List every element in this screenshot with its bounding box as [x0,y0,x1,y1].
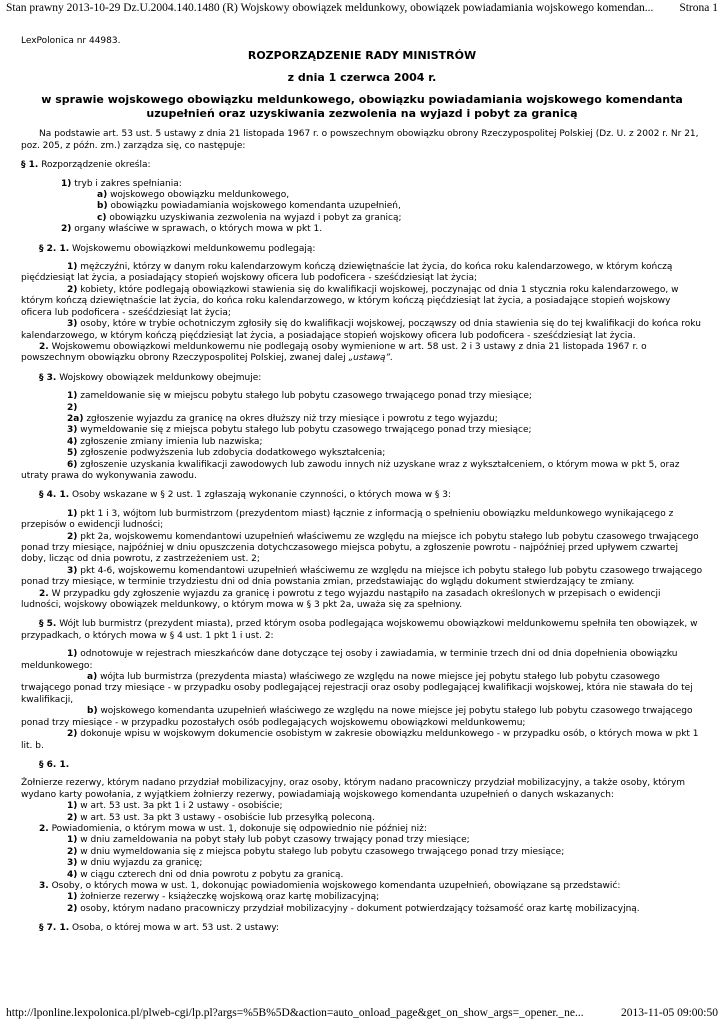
section-1 [21,160,703,171]
print-header [6,2,718,16]
paragraph-text: Powiadomienia, o którym mowa w ust. 1, dokonuje się odpowiednio nie później niż: [51,823,427,834]
point-text: zgłoszenie uzyskania kwalifikacji zawodowych lub zawodu innych niż uzyskane wraz z wykształceniem, o którym mowa w pkt 5, oraz utraty prawa do wykonywania zawodu. [21,459,680,481]
point-text: pkt 4-6, wojskowemu komendantowi uzupełnień właściwemu ze względu na miejsce ich pobytu stałego lub pobytu czasowego trwającego ponad trzy miesiące, w terminie trzydziestu dni od dnia powstania zmian, przedstawiając do wglądu dokument stwierdzający te zmiany. [21,565,703,588]
point-number: 1) [67,508,78,519]
doc-date: z dnia 1 czerwca 2004 r. [287,71,437,85]
point-text: mężczyźni, którzy w danym roku kalendarzowym kończą dziewiętnaście lat życia, do końca roku kalendarzowego, w którym kończą pięćdziesiąt lat życia, a posiadający stopień wojskowy oficera lub podoficera - sześćdziesiąt lat życia; [21,262,673,284]
point-text: w art. 53 ust. 3a pkt 1 i 2 ustawy - osobiście; [80,801,283,812]
point [21,813,703,824]
paragraph-number: 2. [39,823,49,834]
letter [21,706,703,729]
section-mark: § 3. [39,372,57,383]
point-text: tryb i zakres spełniania: [74,178,182,189]
point-number: 1) [67,649,78,660]
point-text: w ciągu czterech dni od dnia powrotu z pobytu za granicą. [80,869,344,880]
section-3 [21,373,703,384]
point-number: 2) [67,284,78,295]
section-mark: § 7. 1. [39,923,70,934]
doc-subject: w sprawie wojskowego obowiązku meldunkowego, obowiązku powiadamiania wojskowego komendanta uzupełnień oraz uzyskiwania zezwolenia na wyjazd i pobyt za granicą [41,93,683,121]
letter-mark: a) [87,672,98,683]
point [21,403,703,414]
paragraph [21,824,703,835]
point [21,319,703,342]
section-mark: § 5. [39,619,57,630]
letter-mark: b) [97,201,108,212]
section-text: Wojskowemu obowiązkowi meldunkowemu podlegają: [72,243,316,254]
section-text: Wójt lub burmistrz (prezydent miasta), przed którym osoba podlegająca wojskowemu obowiązkowi meldunkowemu spełniła ten obowiązek, w przypadkach, o których mowa w § 4 ust. 1 pkt 1 i ust. 2: [21,619,698,641]
section-text: Rozporządzenie określa: [41,160,151,171]
point [21,414,703,425]
section-5 [21,619,703,642]
letter [21,201,703,212]
paragraph [21,881,703,892]
paragraph-number: 3. [39,880,49,891]
preamble: Na podstawie art. 53 ust. 5 ustawy z dnia 21 listopada 1967 r. o powszechnym obowiązku obrony Rzeczypospolitej Polskiej (Dz. U. z 2002 r. Nr 21, poz. 205, z późn. zm.) zarządza się, co następuje: [21,129,699,151]
section-4 [21,490,703,501]
letter-text: wójta lub burmistrza (prezydenta miasta) właściwego ze względu na nowe miejsce jej pobytu stałego lub pobytu czasowego trwającego ponad trzy miesiące - w przypadku osoby podlegającej rejestracji oraz osoby podlegającej kwalifikacji wojskowej, która nie stawała do tej kwalifikacji, [21,672,693,705]
section-text: Osoby wskazane w § 2 ust. 1 zgłaszają wykonanie czynności, o których mowa w § 3: [72,490,452,501]
point-text: wymeldowanie się z miejsca pobytu stałego lub pobytu czasowego trwającego ponad trzy miesiące; [80,425,532,436]
point-text: odnotowuje w rejestrach mieszkańców dane dotyczące tej osoby i zawiadamia, w terminie trzech dni od dnia dopełnienia obowiązku meldunkowego: [21,649,678,671]
letter [21,672,703,706]
section-2 [21,244,703,255]
letter-text: wojskowego obowiązku meldunkowego, [110,190,290,201]
point [21,892,703,903]
point-text: w dniu wymeldowania się z miejsca pobytu stałego lub pobytu czasowego trwającego ponad trzy miesiące; [80,846,565,857]
point [21,904,703,915]
point-text: pkt 1 i 3, wójtom lub burmistrzom (prezydentom miast) łącznie z informacją o spełnieniu obowiązku meldunkowego wynikającego z przepisów o ewidencji ludności; [21,508,674,531]
section-mark: § 2. 1. [39,243,70,254]
paragraph-text: W przypadku gdy zgłoszenie wyjazdu za granicę i powrotu z tego wyjazdu nastąpiło na zasadach określonych w przepisach o ewidencji ludności, wojskowy obowiązek meldunkowy, o którym mowa w § 3 pkt 2a, uważa się za spełniony. [21,588,661,611]
point [21,858,703,869]
point [21,729,703,752]
point-number: 2) [67,846,78,857]
paragraph-text: Osoby, o których mowa w ust. 1, dokonując powiadomienia wojskowego komendanta uzupełnień, obowiązane są przedstawić: [51,880,621,891]
section-text: Osoba, o której mowa w art. 53 ust. 2 ustawy: [72,923,280,934]
point-number: 2) [67,402,78,413]
point-number: 4) [67,869,78,880]
point [21,801,703,812]
point-number: 4) [67,436,78,447]
point-number: 6) [67,459,78,470]
point [21,224,703,235]
footer-timestamp: 2013-11-05 09:00:50 [621,1007,718,1019]
paragraph [21,342,703,365]
point-number: 1) [67,892,78,903]
point [21,566,703,589]
point [21,262,703,285]
header-page-number: Strona 1 [679,2,718,14]
point-number: 3) [67,319,78,330]
point-text: pkt 2a, wojskowemu komendantowi uzupełnień właściwemu ze względu na miejsce ich pobytu stałego lub pobytu czasowego trwającego ponad trzy miesiące, najpóźniej w dniu opuszczenia dotychczasowego miejsca pobytu, a zgłoszenie powrotu - najpóźniej przed upływem czwartej doby, licząc od dnia powrotu, z zastrzeżeniem ust. 2; [21,531,699,565]
point [21,437,703,448]
letter-text: obowiązku uzyskiwania zezwolenia na wyjazd i pobyt za granicą; [109,212,402,223]
paragraph [21,589,703,612]
point-text: żołnierze rezerwy - książeczkę wojskową oraz kartę mobilizacyjną; [80,892,380,903]
point-text: w dniu zameldowania na pobyt stały lub pobyt czasowy trwający ponad trzy miesiące; [80,835,470,846]
paragraph-number: 2. [39,588,49,599]
point [21,285,703,319]
point-number: 1) [67,391,78,402]
point-text: w art. 53 ust. 3a pkt 3 ustawy - osobiście lub przesyłką poleconą. [80,812,375,823]
point-text: zgłoszenie podwyższenia lub zdobycia dodatkowego wykształcenia; [80,448,386,459]
point-text: zgłoszenie zmiany imienia lub nazwiska; [80,436,263,447]
letter-text: obowiązku powiadamiania wojskowego komendanta uzupełnień, [110,201,401,212]
point-number: 2) [67,531,78,542]
point-number: 3) [67,425,78,436]
point-number: 3) [67,858,78,869]
letter [21,213,703,224]
point [21,649,703,672]
point [21,391,703,402]
point-text: organy właściwe w sprawach, o których mowa w pkt 1. [74,224,323,235]
point-number: 1) [61,178,72,189]
point-text: zgłoszenie wyjazdu za granicę na okres dłuższy niż trzy miesiące i powrotu z tego wyjazdu; [86,413,498,424]
point [21,460,703,483]
defined-term: „ustawą”. [348,353,393,364]
print-footer [6,1007,718,1021]
section-text: Wojskowy obowiązek meldunkowy obejmuje: [59,372,262,383]
header-title: Stan prawny 2013-10-29 Dz.U.2004.140.1480 (R) Wojskowy obowiązek meldunkowy, obowiązek powiadamiania wojskowego komendan... [6,2,654,14]
point [21,870,703,881]
point-text: osoby, którym nadano pracowniczy przydział mobilizacyjny - dokument potwierdzający tożsamość oraz kartę mobilizacyjną. [80,903,640,914]
point [21,532,703,566]
section-7 [21,923,703,934]
point-number: 1) [67,262,78,273]
paragraph-number: 2. [39,341,49,352]
point-text: dokonuje wpisu w wojskowym dokumencie osobistym w zakresie obowiązku meldunkowego - w przypadku osób, o których mowa w pkt 1 lit. b. [21,729,699,751]
point-number: 2) [67,729,78,740]
point-text: zameldowanie się w miejscu pobytu stałego lub pobytu czasowego trwającego ponad trzy miesiące; [80,391,532,402]
section-mark: § 6. 1. [39,759,70,770]
point [21,179,703,190]
point [21,835,703,846]
letter-mark: c) [97,212,107,223]
point-number: 2) [61,224,72,235]
document-body [21,36,703,935]
section-mark: § 1. [21,160,39,171]
footer-url: http://lponline.lexpolonica.pl/plweb-cgi/lp.pl?args=%5B%5D&action=auto_onload_page&get_on_show_args=_opener._ne... [6,1007,584,1019]
point-number: 1) [67,835,78,846]
section-intro: Żołnierze rezerwy, którym nadano przydział mobilizacyjny, oraz osoby, którym nadano pracowniczy przydział mobilizacyjny, a także osoby, którym wydano karty powołania, z wyjątkiem żołnierzy rezerwy, powiadamiają wojskowego komendanta uzupełnień o danych wskazanych: [21,778,686,800]
section-mark: § 4. 1. [39,490,70,501]
point [21,448,703,459]
paragraph-text: Wojskowemu obowiązkowi meldunkowemu nie podlegają osoby wymienione w art. 58 ust. 2 i 3 ustawy z dnia 21 listopada 1967 r. o powszechnym obowiązku obrony Rzeczypospolitej Polskiej, zwanej dalej [21,341,647,364]
point-text: w dniu wyjazdu za granicę; [80,858,203,869]
point [21,425,703,436]
point-text: osoby, które w trybie ochotniczym zgłosiły się do kwalifikacji wojskowej, począwszy od dnia stawienia się do tej kwalifikacji do końca roku kalendarzowego, w którym kończą pięćdziesiąt lat życia, a posiadające stopień wojskowy oficera lub podoficera - sześćdziesiąt lat życia. [21,319,701,341]
point [21,847,703,858]
letter-mark: a) [97,190,108,201]
doc-title: ROZPORZĄDZENIE RADY MINISTRÓW [247,49,477,63]
point-text: kobiety, które podlegają obowiązkowi stawienia się do kwalifikacji wojskowej, poczynając od dnia 1 stycznia roku kalendarzowego, w którym kończą dziewiętnaście lat życia, do końca roku kalendarzowego, w którym kończą pięćdziesiąt lat życia, a posiadające stopień wojskowy oficera lub podoficera - sześćdziesiąt lat życia; [21,284,679,318]
letter [21,190,703,201]
point-number: 2a) [67,413,84,424]
point-number: 5) [67,448,78,459]
point-number: 1) [67,801,78,812]
lexpolonica-number: LexPolonica nr 44983. [21,36,121,46]
point-number: 2) [67,903,78,914]
letter-text: wojskowego komendanta uzupełnień właściwego ze względu na nowe miejsce jej pobytu stałego lub pobytu czasowego trwającego ponad trzy miesiące - w przypadku pozostałych osób podlegających wojskowemu obowiązkowi meldunkowemu; [21,706,693,728]
letter-mark: b) [87,706,98,717]
point [21,509,703,532]
point-number: 3) [67,565,78,576]
point-number: 2) [67,812,78,823]
section-6 [21,760,703,771]
